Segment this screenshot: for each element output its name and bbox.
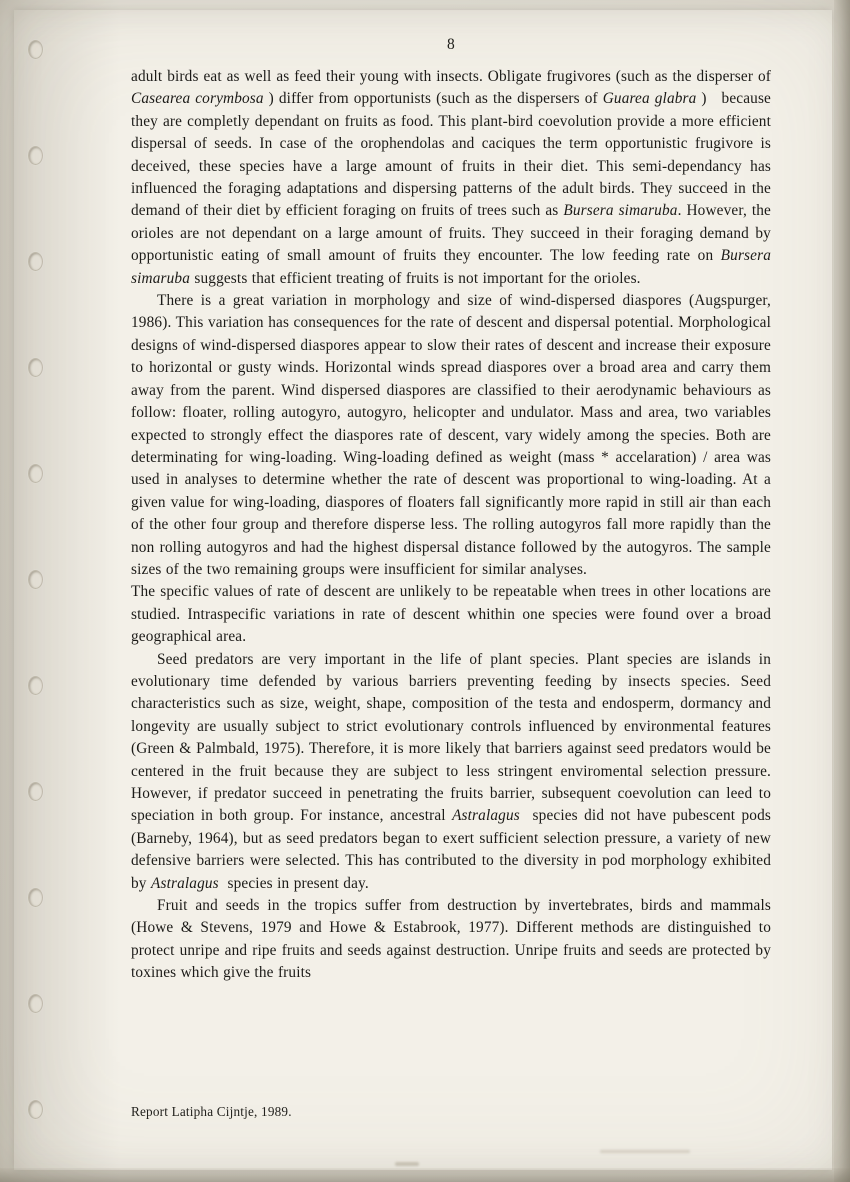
scan-artifact-1: [395, 1162, 419, 1166]
punch-hole: [28, 464, 43, 483]
punch-hole: [28, 888, 43, 907]
paragraph-1: adult birds eat as well as feed their young with insects. Obligate frugivores (such as the disperser of Casearea corymbosa ) differ from opportunists (such as the dispersers of Guarea glabra ) because they are completly dependant on fruits as food. This plant-bird coevolution provide a more efficient dispersal of seeds. In case of the orophendolas and caciques the term opportunistic frugivore is deceived, these species have a large amount of fruits in their diet. This semi-dependancy has influenced the foraging adaptations and dispersing patterns of the adult birds. They succeed in the demand of their diet by efficient foraging on fruits of trees such as Bursera simaruba. However, the orioles are not dependant on a large amount of fruits. They succeed in their foraging demand by opportunistic eating of small amount of fruits they encounter. The low feeding rate on Bursera simaruba suggests that efficient treating of fruits is not important for the orioles.: [131, 68, 771, 287]
punch-hole: [28, 1100, 43, 1119]
paragraph-2: There is a great variation in morphology and size of wind-dispersed diaspores (Augspurger, 1986). This variation has consequences for the rate of descent and dispersal potential. Morphological designs of wind-dispersed diaspores appear to slow their rates of descent and increase their exposure to horizontal or gusty winds. Horizontal winds spread diaspores over a broad area and carry them away from the parent. Wind dispersed diaspores are classified to their aerodynamic behaviours as follow: floater, rolling autogyro, autogyro, helicopter and undulator. Mass and area, two variables expected to strongly effect the diaspores rate of descent, vary widely among the species. Both are determinating for wing-loading. Wing-loading defined as weight (mass * accelaration) / area was used in analyses to determine whether the rate of descent was proportional to wing-loading. At a given value for wing-loading, diaspores of floaters fall significantly more rapid in still air than each of the other four group and therefore disperse less. The rolling autogyros fall more rapidly than the non rolling autogyros and had the highest dispersal distance followed by the autogyros. The sample sizes of the two remaining groups were insufficient for similar analyses.: [131, 292, 771, 578]
paragraph-4: Seed predators are very important in the life of plant species. Plant species are islands in evolutionary time defended by various barriers preventing feeding by insects species. Seed characteristics such as size, weight, shape, composition of the testa and endosperm, dormancy and longevity are usually subject to strict evolutionary controls influenced by environmental features (Green & Palmbald, 1975). Therefore, it is more likely that barriers against seed predators would be centered in the fruit because they are subject to less stringent enviromental selection pressure. However, if predator succeed in penetrating the fruits barrier, subsequent coevolution can leed to speciation in both group. For instance, ancestral Astralagus species did not have pubescent pods (Barneby, 1964), but as seed predators began to exert sufficient selection pressure, a variety of new defensive barriers were selected. This has contributed to the diversity in pod morphology exhibited by Astralagus species in present day.: [131, 650, 771, 892]
page-text-block: [131, 36, 771, 985]
punch-hole: [28, 570, 43, 589]
page-number: 8: [447, 36, 455, 53]
page-edge-right: [834, 0, 850, 1182]
scan-artifact-2: [600, 1150, 690, 1153]
punch-hole: [28, 358, 43, 377]
punch-hole: [28, 252, 43, 271]
punch-hole: [28, 676, 43, 695]
punch-hole: [28, 40, 43, 59]
paragraph-3: The specific values of rate of descent are unlikely to be repeatable when trees in other locations are studied. Intraspecific variations in rate of descent whithin one species were found over a broad geographical area.: [131, 583, 771, 646]
punch-hole: [28, 782, 43, 801]
paragraph-5: Fruit and seeds in the tropics suffer from destruction by invertebrates, birds and mammals (Howe & Stevens, 1979 and Howe & Estabrook, 1977). Different methods are distinguished to protect unripe and ripe fruits and seeds against destruction. Unripe fruits and seeds are protected by toxines which give the fruits: [131, 897, 771, 982]
punch-holes: [22, 0, 48, 1182]
punch-hole: [28, 994, 43, 1013]
page-footer: Report Latipha Cijntje, 1989.: [131, 1104, 292, 1119]
page-edge-bottom: [0, 1168, 850, 1182]
punch-hole: [28, 146, 43, 165]
